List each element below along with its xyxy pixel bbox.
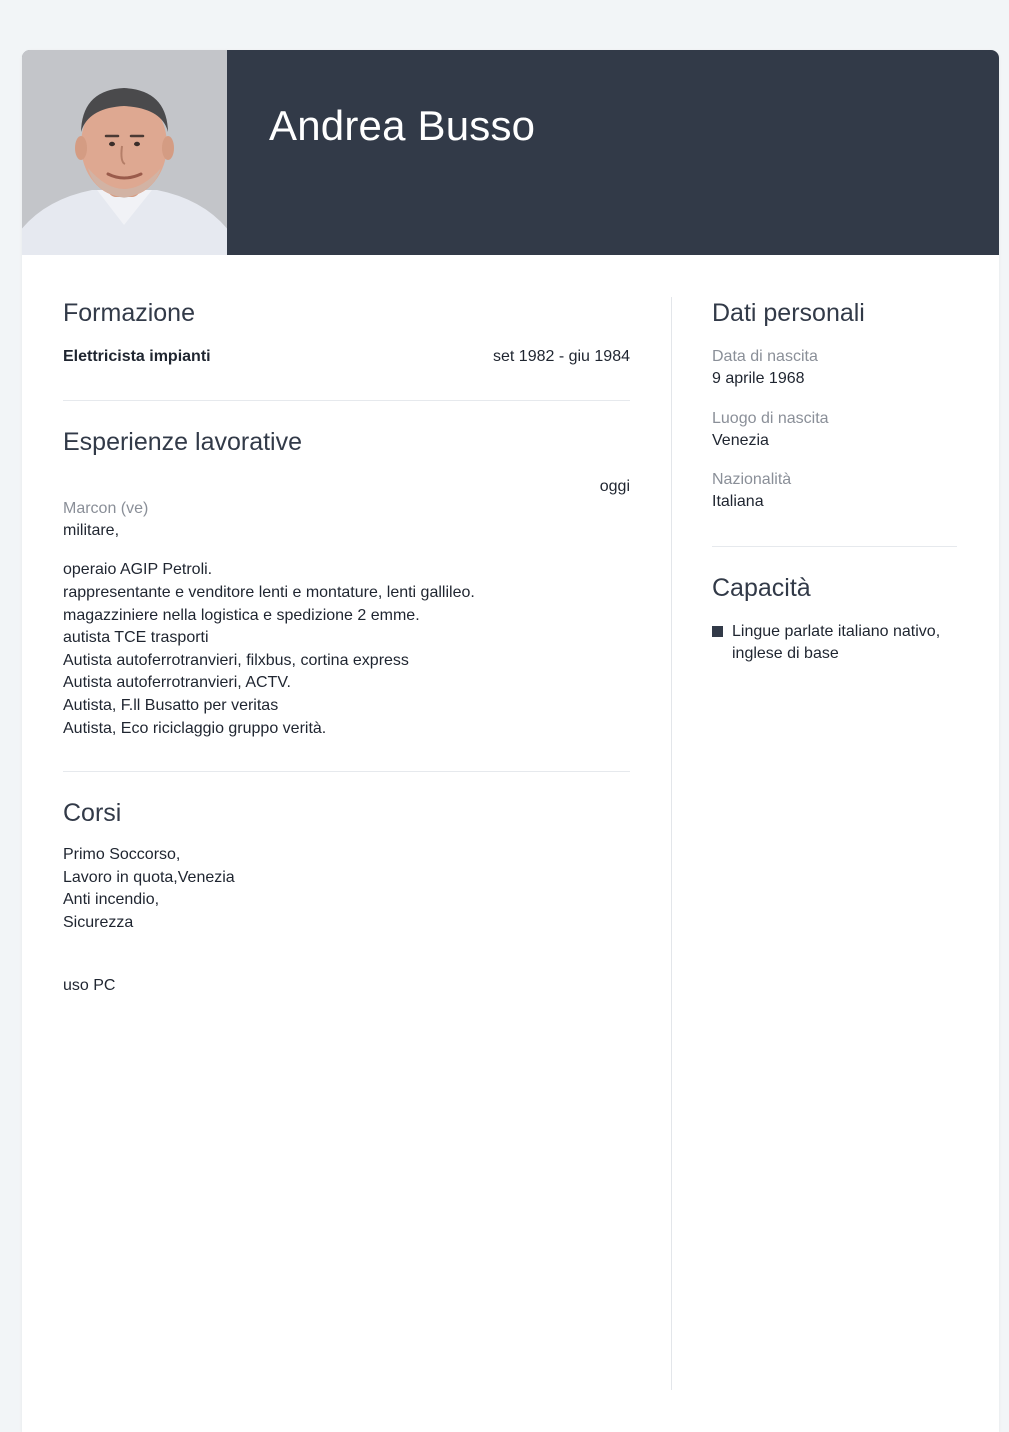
esperienze-line: Autista, Eco riciclaggio gruppo verità. [63,719,327,737]
esperienze-line: militare, [63,522,120,540]
formazione-entry [63,346,630,369]
capacita-item [712,621,957,666]
header-banner [22,50,999,255]
square-bullet-icon [712,626,723,637]
corsi-line: Anti incendio, [63,891,160,909]
dati-item [712,346,957,391]
corsi-line: Lavoro in quota,Venezia [63,868,235,886]
formazione-entry-name: Elettricista impianti [63,348,211,365]
esperienze-line: operaio AGIP Petroli. [63,561,213,579]
section-title-capacita: Capacità [712,573,811,602]
corsi-line-blank [63,935,630,955]
divider [712,546,957,547]
corsi-line: Sicurezza [63,913,134,931]
esperienze-dates: oggi [599,477,630,495]
profile-photo [22,50,227,255]
section-title-corsi: Corsi [63,799,122,828]
esperienze-location: Marcon (ve) [63,500,149,518]
corsi-line: uso PC [63,976,116,994]
formazione-entry-dates: set 1982 - giu 1984 [493,348,630,365]
esperienze-line: rappresentante e venditore lenti e montature, lenti gallileo. [63,583,475,601]
person-name: Andrea Busso [269,102,536,149]
person-portrait-icon [22,50,227,255]
dati-value: Italiana [712,493,764,511]
corsi-line-blank [63,955,630,975]
dati-label: Data di nascita [712,348,818,365]
column-divider [671,297,672,1390]
esperienze-line: Autista autoferrotranvieri, filxbus, cortina express [63,651,409,669]
section-title-esperienze: Esperienze lavorative [63,427,303,456]
esperienze-line: autista TCE trasporti [63,629,209,647]
dati-label: Luogo di nascita [712,409,829,427]
corsi-line: Primo Soccorso, [63,846,181,864]
capacita-item-text: Lingue parlate italiano nativo, inglese di base [732,622,941,663]
dati-label: Nazionalità [712,471,792,489]
section-title-formazione: Formazione [63,299,195,327]
dati-value: 9 aprile 1968 [712,370,805,387]
dati-item [712,469,957,514]
corsi-description [63,844,630,997]
divider [63,400,630,401]
dati-item [712,408,957,453]
section-title-dati-personali: Dati personali [712,299,865,327]
cv-page [22,50,999,1432]
dati-value: Venezia [712,431,769,449]
esperienze-description [63,520,630,740]
esperienze-line-blank [63,543,630,560]
divider [63,771,630,772]
left-column [63,298,630,997]
esperienze-line: Autista autoferrotranvieri, ACTV. [63,674,291,692]
esperienze-line: Autista, F.ll Busatto per veritas [63,696,279,714]
esperienze-line: magazziniere nella logistica e spedizione 2 emme. [63,606,420,624]
right-column [712,298,957,666]
